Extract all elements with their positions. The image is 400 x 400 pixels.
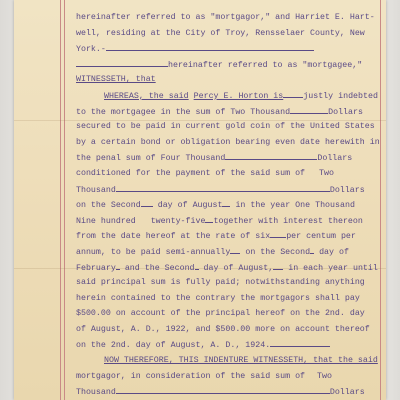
- left-margin-rule-inner: [64, 0, 65, 400]
- blank-fill-line: [225, 150, 317, 160]
- text-line: on the 2nd. day of August, A. D., 1924.: [76, 337, 380, 353]
- blank-fill-line: [222, 197, 230, 207]
- blank-fill-line: [116, 182, 330, 192]
- text-line: from the date hereof at the rate of six per centum per: [76, 228, 380, 244]
- blank-fill-line: [270, 337, 330, 347]
- text-line: to the mortgagee in the sum of Two Thousand Dollars: [76, 104, 380, 120]
- blank-fill-line: [310, 244, 314, 254]
- text-line: herein contained to the contrary the mortgagors shall pay: [76, 293, 360, 303]
- text-line: mortgagor, in consideration of the said sum of Two: [76, 371, 332, 381]
- text-line: by a certain bond or obligation bearing even date herewith in: [76, 137, 380, 147]
- blank-fill-line: [290, 104, 328, 114]
- text-line: secured to be paid in current gold coin of the United States: [76, 122, 375, 132]
- text-line: Nine hundred twenty-five together with interest thereon: [76, 213, 380, 229]
- text-line: hereinafter referred to as "mortgagor," and Harriet E. Hart-: [76, 13, 375, 22]
- text-line: conditioned for the payment of the said sum of Two: [76, 168, 334, 178]
- blank-fill-line: [116, 384, 330, 394]
- witnesseth-line: WITNESSETH, that: [76, 75, 156, 85]
- text-line: well, residing at the City of Troy, Rensselaer County, New: [76, 28, 365, 38]
- text-line: the penal sum of Four Thousand Dollars: [76, 150, 380, 166]
- blank-fill-line: [273, 260, 283, 270]
- blank-fill-line: [76, 57, 168, 67]
- blank-fill-line: [141, 197, 153, 207]
- text-line: said principal sum is fully paid; notwithstanding anything: [76, 278, 365, 288]
- left-margin-rule: [60, 0, 61, 400]
- now-therefore-line: NOW THEREFORE, THIS INDENTURE WITNESSETH, that the said: [104, 356, 378, 366]
- text-line: of August, A. D., 1922, and $500.00 more on account thereof: [76, 324, 370, 334]
- text-line: $500.00 on account of the principal hereof on the 2nd. day: [76, 309, 365, 319]
- blank-fill-line: [106, 41, 314, 51]
- text-line: Thousand Dollars: [76, 182, 380, 198]
- mortgage-text-body: [76, 10, 380, 400]
- right-margin-rule: [380, 0, 381, 400]
- blank-fill-line: [230, 244, 240, 254]
- text-line: on the Second day of August in the year One Thousand: [76, 197, 380, 213]
- text-line: annum, to be paid semi-annually on the Second day of: [76, 244, 380, 260]
- text-line: York.-: [76, 41, 380, 57]
- text-line: February and the Second day of August, in each year until: [76, 260, 380, 276]
- blank-fill-line: [195, 260, 199, 270]
- whereas-line: WHEREAS, the said Percy E. Horton is justly indebted: [76, 88, 380, 104]
- legal-document-page: [14, 0, 386, 400]
- text-line: hereinafter referred to as "mortgagee,": [76, 57, 380, 73]
- blank-fill-line: [270, 228, 286, 238]
- blank-fill-line: [283, 88, 303, 98]
- blank-fill-line: [116, 260, 120, 270]
- text-line: Thousand Dollars: [76, 384, 380, 400]
